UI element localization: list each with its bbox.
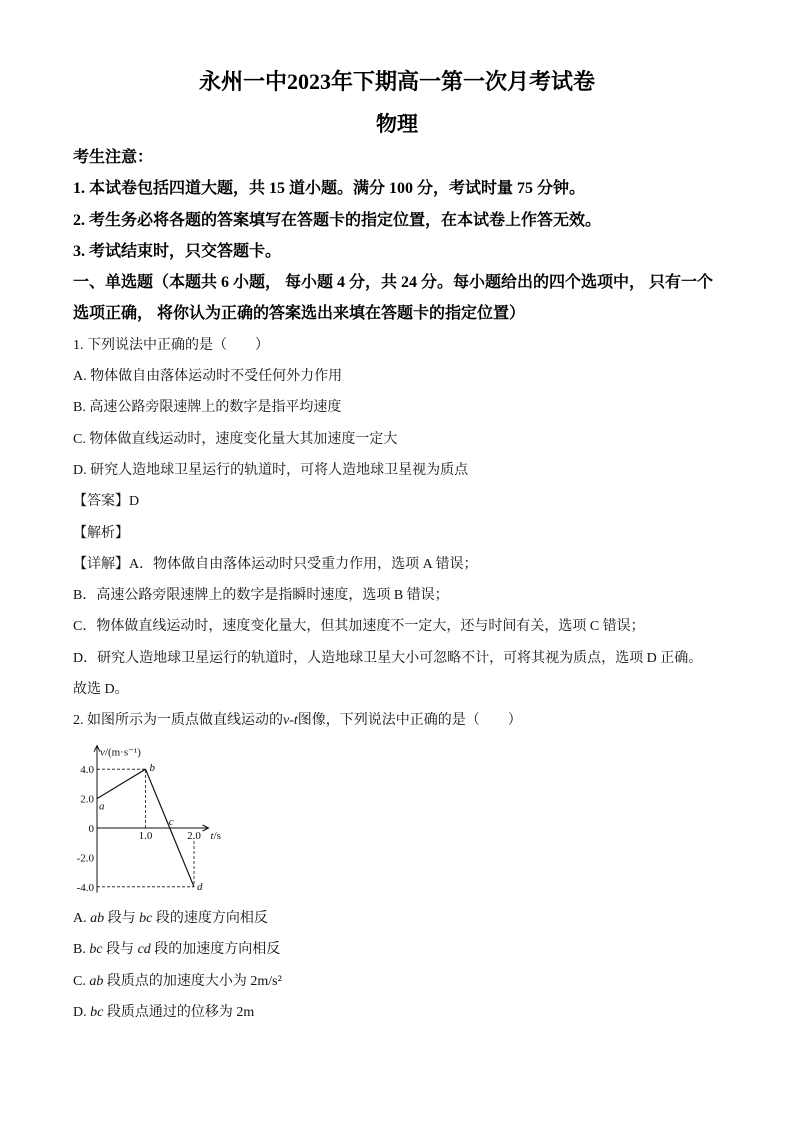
q2-option-c xyxy=(73,966,773,997)
subject-title: 物理 xyxy=(376,112,418,136)
segment-bc xyxy=(146,769,170,828)
segment-label: cd xyxy=(137,942,151,958)
q2-option-b xyxy=(73,934,773,965)
q1-option-d: D. 研究人造地球卫星运行的轨道时，可将人造地球卫星视为质点 xyxy=(73,462,469,478)
answer-label: 【答案】 xyxy=(73,494,129,510)
q1-option-a: A. 物体做自由落体运动时不受任何外力作用 xyxy=(73,369,343,385)
point-label-c: c xyxy=(168,816,174,828)
exam-body xyxy=(73,142,773,737)
point-label-d: d xyxy=(197,880,203,893)
q1-stem: 1. 下列说法中正确的是（ ） xyxy=(73,337,269,353)
y-tick-label: 0 xyxy=(88,823,94,835)
y-tick-label: 4.0 xyxy=(80,764,94,777)
option-letter: B. xyxy=(73,942,90,958)
detail-label: 【详解】 xyxy=(73,556,129,572)
answer-value: D xyxy=(129,494,140,510)
stem-text: 图像，下列说法中正确的是（ ） xyxy=(297,713,522,729)
option-letter: C. xyxy=(73,973,90,989)
q1-explanation-1 xyxy=(73,549,773,580)
notice-item-3: 3. 考试结束时，只交答题卡。 xyxy=(73,242,282,260)
segment-label: ab xyxy=(89,973,104,989)
point-label-a: a xyxy=(99,800,105,813)
segment-label: ab xyxy=(90,911,105,926)
q1-explanation-2: B．高速公路旁限速牌上的数字是指瞬时速度，选项 B 错误； xyxy=(73,588,449,604)
q1-option-c: C. 物体做直线运动时，速度变化量大其加速度一定大 xyxy=(73,431,398,447)
option-text: 段的加速度方向相反 xyxy=(150,942,281,958)
segment-ab xyxy=(97,769,146,798)
notice-item-2: 2. 考生务必将各题的答案填写在答题卡的指定位置，在本试卷上作答无效。 xyxy=(73,211,602,229)
stem-text: 2. 如图所示为一质点做直线运动的 xyxy=(73,713,283,729)
segment-label: bc xyxy=(89,942,103,958)
y-tick-label: -2.0 xyxy=(76,852,94,865)
y-axis-variable: v xyxy=(100,746,105,759)
q1-explanation-4: D．研究人造地球卫星运行的轨道时，人造地球卫星大小可忽略不计，可将其视为质点，选项 D 正确。 xyxy=(73,650,703,666)
exam-title: 永州一中2023年下期高一第一次月考试卷 xyxy=(198,69,595,94)
q1-answer xyxy=(73,486,773,517)
option-text: 段质点通过的位移为 2m xyxy=(103,1004,255,1020)
option-text: 段质点的加速度大小为 2m/s² xyxy=(103,973,282,989)
q2-option-a xyxy=(73,903,773,934)
point-label-b: b xyxy=(149,762,155,775)
x-tick-label: 2.0 xyxy=(187,830,201,842)
x-axis-variable: t xyxy=(210,830,214,842)
section-heading-line-1: 一、单选题（本题共 6 小题， 每小题 4 分，共 24 分。每小题给出的四个选项中， 只有一个 xyxy=(73,274,714,292)
vt-graph xyxy=(58,738,238,898)
segment-label: bc xyxy=(139,911,153,926)
segment-label: bc xyxy=(90,1004,104,1020)
notice-heading: 考生注意： xyxy=(73,149,154,166)
q1-analysis-label: 【解析】 xyxy=(73,525,129,541)
q2-stem xyxy=(73,705,773,736)
y-tick-label: 2.0 xyxy=(80,793,94,806)
notice-item-1: 1. 本试卷包括四道大题，共 15 道小题。满分 100 分，考试时量 75 分钟。 xyxy=(73,180,586,198)
x-axis-unit: /s xyxy=(213,830,221,842)
y-axis-label xyxy=(100,747,141,759)
q1-conclusion: 故选 D。 xyxy=(73,682,129,698)
x-tick-label: 1.0 xyxy=(138,830,153,842)
variable-t: t xyxy=(293,713,298,729)
option-text: 段与 xyxy=(102,942,138,958)
explanation-text: A．物体做自由落体运动时只受重力作用，选项 A 错误； xyxy=(129,556,478,572)
option-letter: A. xyxy=(73,911,91,926)
q1-explanation-3: C．物体做直线运动时，速度变化量大，但其加速度不一定大，还与时间有关，选项 C 错误； xyxy=(73,619,645,635)
y-axis-unit: /(m·s⁻¹) xyxy=(104,746,141,759)
stem-dash: - xyxy=(289,713,294,729)
option-text: 段的速度方向相反 xyxy=(152,911,268,926)
option-letter: D. xyxy=(73,1004,91,1020)
x-axis-label xyxy=(211,830,221,842)
variable-v: v xyxy=(283,713,290,729)
q2-option-d xyxy=(73,997,773,1028)
q1-option-b: B. 高速公路旁限速牌上的数字是指平均速度 xyxy=(73,400,342,416)
y-tick-label: -4.0 xyxy=(76,881,94,894)
q2-options xyxy=(73,903,773,1028)
section-heading-line-2: 选项正确， 将你认为正确的答案选出来填在答题卡的指定位置） xyxy=(73,305,526,323)
option-text: 段与 xyxy=(104,911,140,926)
